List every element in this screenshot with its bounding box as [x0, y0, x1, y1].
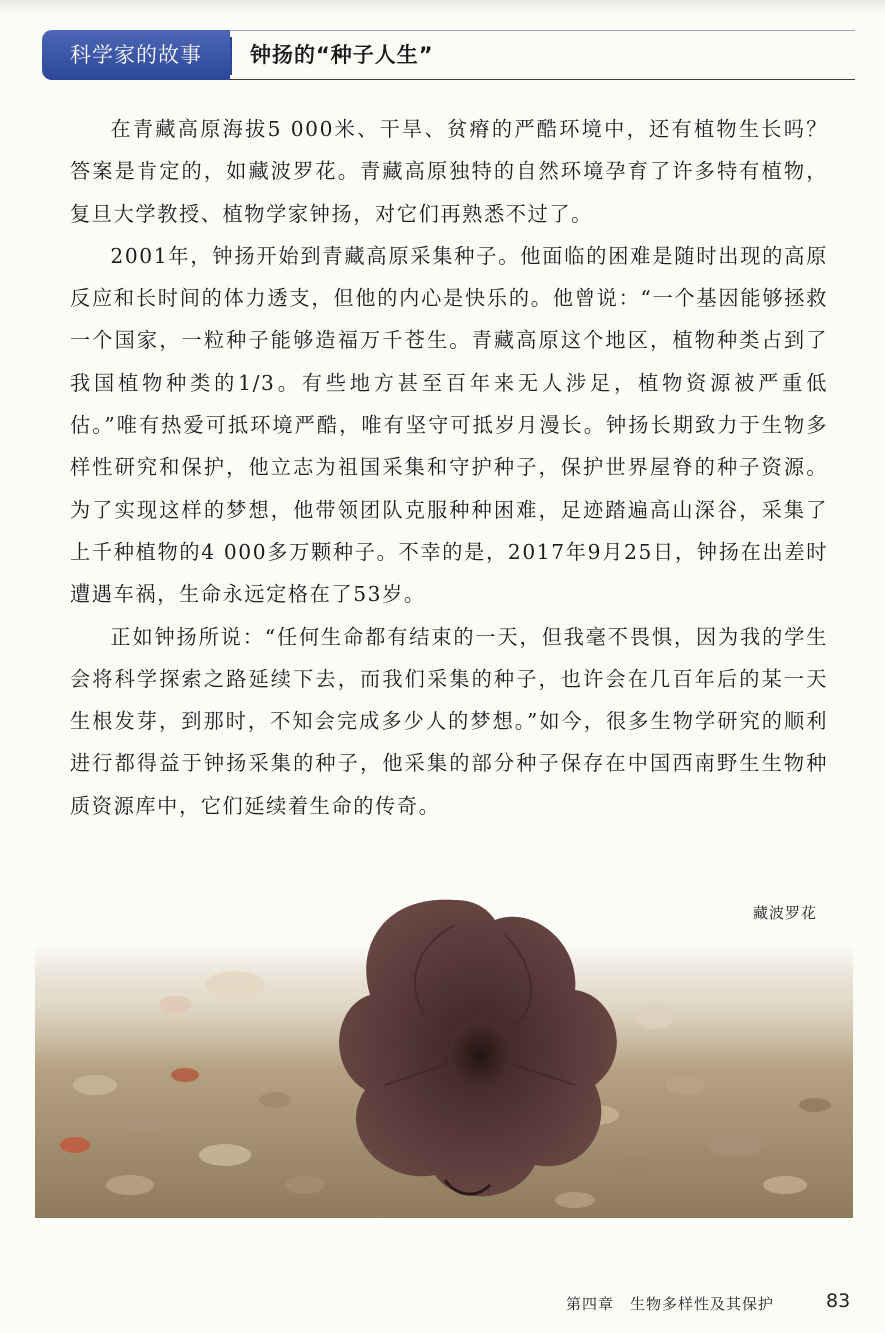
section-badge: 科学家的故事: [42, 30, 230, 80]
paragraph-2: 2001年，钟扬开始到青藏高原采集种子。他面临的困难是随时出现的高原反应和长时间的体力透支，但他的内心是快乐的。他曾说：“一个基因能够拯救一个国家，一粒种子能够造福万千苍生。青藏高原这个地区，植物种类占到了我国植物种类的1/3。有些地方甚至百年来无人涉足，植物资源被严重低估。”唯有热爱可抵环境严酷，唯有坚守可抵岁月漫长。钟扬长期致力于生物多样性研究和保护，他立志为祖国采集和守护种子，保护世界屋脊的种子资源。为了实现这样的梦想，他带领团队克服种种困难，足迹踏遍高山深谷，采集了上千种植物的4 000多万颗种子。不幸的是，2017年9月25日，钟扬在出差时遭遇车祸，生命永远定格在了53岁。: [70, 243, 828, 607]
flower-photo: [35, 885, 853, 1218]
section-header: [42, 30, 855, 82]
header-title-box: [230, 30, 855, 80]
page-number: 83: [826, 1290, 851, 1312]
figure-caption: 藏波罗花: [752, 904, 817, 922]
story-body: [70, 108, 828, 827]
story-title: 钟扬的“种子人生”: [250, 43, 434, 67]
page-shadow: [0, 0, 885, 14]
paragraph-1: 在青藏高原海拔5 000米、干旱、贫瘠的严酷环境中，还有植物生长吗？答案是肯定的，如藏波罗花。青藏高原独特的自然环境孕育了许多特有植物，复旦大学教授、植物学家钟扬，对它们再熟悉不过了。: [70, 117, 828, 226]
chapter-label: 第四章 生物多样性及其保护: [566, 1295, 775, 1313]
flower: [339, 900, 617, 1197]
paragraph-3: 正如钟扬所说：“任何生命都有结束的一天，但我毫不畏惧，因为我的学生会将科学探索之路延续下去，而我们采集的种子，也许会在几百年后的某一天生根发芽，到那时，不知会完成多少人的梦想。”如今，很多生物学研究的顺利进行都得益于钟扬采集的种子，他采集的部分种子保存在中国西南野生生物种质资源库中，它们延续着生命的传奇。: [70, 624, 828, 818]
header-divider: [230, 37, 232, 75]
